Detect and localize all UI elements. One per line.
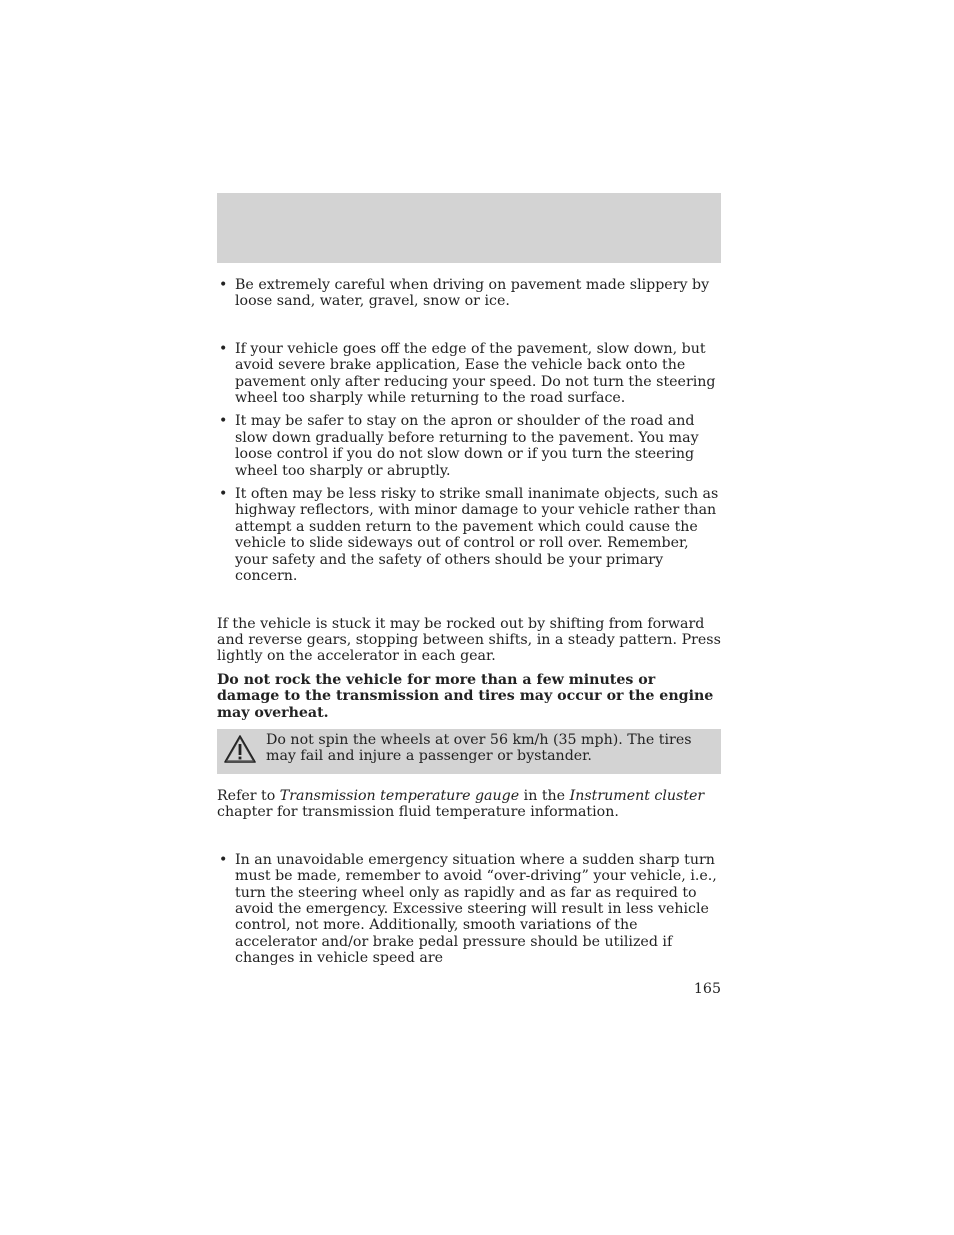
warning-triangle-icon xyxy=(223,734,257,764)
bullet-glyph: • xyxy=(219,851,228,868)
stuck-paragraph: If the vehicle is stuck it may be rocked out by shifting from forward and reverse gears, stopping between shifts, in a steady pattern. Press lightly on the accelerator in each gear. xyxy=(217,615,721,665)
list-item-text: It often may be less risky to strike small inanimate objects, such as highway reflectors, with minor damage to your vehicle rather than attempt a sudden return to the pavement which could cause the vehicle to slide sideways out of control or roll over. Remember, your safety and the safety of others should be your primary concern. xyxy=(235,486,719,585)
list-item xyxy=(217,413,721,479)
refer-suffix: chapter for transmission fluid temperature information. xyxy=(217,804,619,821)
refer-paragraph xyxy=(217,788,721,821)
refer-middle: in the xyxy=(519,787,570,804)
list-item xyxy=(217,341,721,407)
list-item-text: Be extremely careful when driving on pavement made slippery by loose sand, water, gravel, snow or ice. xyxy=(235,277,710,310)
bullet-glyph: • xyxy=(219,413,228,430)
page-number: 165 xyxy=(693,981,721,997)
warning-text: Do not spin the wheels at over 56 km/h (35 mph). The tires may fail and injure a passenger or bystander. xyxy=(266,731,692,765)
caution-paragraph: Do not rock the vehicle for more than a few minutes or damage to the transmission and tires may occur or the engine may overheat. xyxy=(217,671,714,721)
bullet-glyph: • xyxy=(219,486,228,503)
list-item-text: It may be safer to stay on the apron or shoulder of the road and slow down gradually before returning to the pavement. You may loose control if you do not slow down or if you turn the steering wheel too sharply or abruptly. xyxy=(235,413,699,479)
warning-box xyxy=(217,729,721,774)
bullet-glyph: • xyxy=(219,340,228,357)
list-item xyxy=(217,852,721,967)
list-item-text: If your vehicle goes off the edge of the pavement, slow down, but avoid severe brake application, Ease the vehicle back onto the pavement only after reducing your speed. Do not turn the steering wheel too sharply while returning to the road surface. xyxy=(235,340,716,407)
page-content xyxy=(217,277,721,967)
bullet-glyph: • xyxy=(219,277,228,293)
refer-link-instrument-cluster: Instrument cluster xyxy=(569,787,705,804)
refer-link-transmission-gauge: Transmission temperature gauge xyxy=(279,787,520,804)
refer-prefix: Refer to xyxy=(217,787,280,804)
list-item-text: In an unavoidable emergency situation where a sudden sharp turn must be made, remember to avoid “over-driving” your vehicle, i.e., turn the steering wheel only as rapidly and as far as required to avoid the emergency. Excessive steering will result in less vehicle control, not more. Additionally, smooth variations of the accelerator and/or brake pedal pressure should be utilized if changes in vehicle speed are xyxy=(235,851,717,967)
header-band xyxy=(217,193,721,263)
list-item xyxy=(217,486,721,584)
list-item xyxy=(217,277,721,310)
